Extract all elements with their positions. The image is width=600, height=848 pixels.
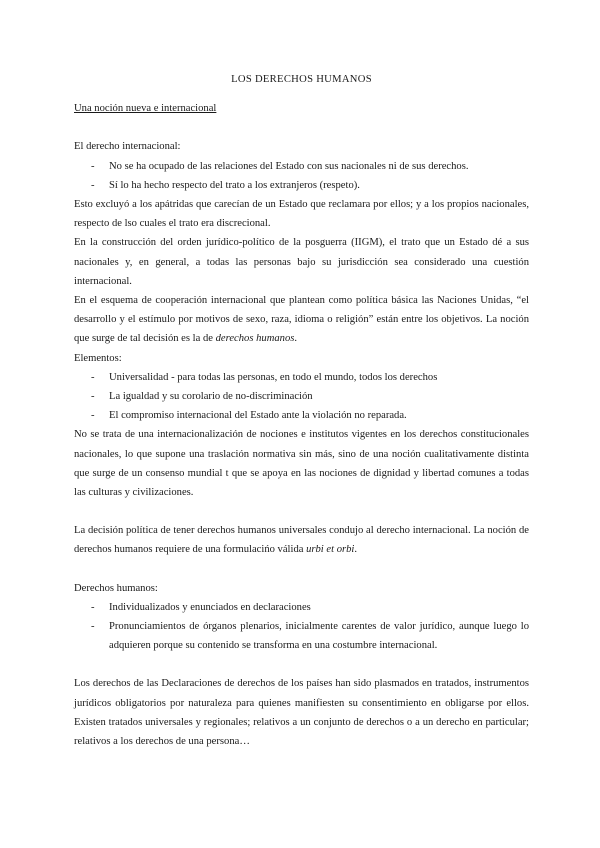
international-law-list — [74, 157, 529, 195]
emphasis-derechos-humanos: derechos humanos — [215, 333, 295, 345]
document-body — [74, 70, 529, 751]
list-item: - Universalidad - para todas las personas, en todo el mundo, todos los derechos — [74, 368, 529, 387]
bullet-dash: - — [91, 601, 95, 613]
list-item: - Individualizados y enunciados en declaraciones — [74, 598, 529, 617]
list-item: - Sí lo ha hecho respecto del trato a los extranjeros (respeto). — [74, 176, 529, 195]
bullet-dash: - — [91, 371, 95, 383]
emphasis-urbi-et-orbi: urbi et orbi — [306, 544, 355, 556]
paragraph-decision-politica: La decisión política de tener derechos humanos universales condujo al derecho internacional. La noción de derechos humanos requiere de una formulacińo válida urbi et orbi. — [74, 525, 529, 556]
international-law-heading: El derecho internacional: — [74, 141, 181, 153]
paragraph-tratados: Los derechos de las Declaraciones de derechos de los países han sido plasmados en tratados, instrumentos jurídicos obligatorios por naturaleza para quienes manifiesten su consentimiento en obligarse por ellos. Existen tratados universales y regionales; relativos a un conjunto de derechos o a un derecho en particular; relativos a los derechos de una persona… — [74, 678, 529, 748]
list-item: - La igualdad y su corolario de no-discriminación — [74, 387, 529, 406]
human-rights-list — [74, 598, 529, 656]
paragraph-internacionalizacion: No se trata de una internacionalización de nociones e institutos vigentes en los derechos constitucionales nacionales, lo que supone una traslación normativa sin más, sino de una noción cualitativamente distinta que surge de un consenso mundial t que se apoya en las nociones de dignidad y libertad comunes a todas las culturas y civilizaciones. — [74, 429, 529, 499]
paragraph-apatridas: Esto excluyó a los apátridas que carecían de un Estado que reclamara por ellos; y a los propios nacionales, respecto de lso cuales el trato era discrecional. — [74, 199, 529, 230]
bullet-dash: - — [91, 179, 95, 191]
bullet-dash: - — [91, 410, 95, 422]
paragraph-naciones-unidas: En el esquema de cooperación internacional que plantean como política básica las Naciones Unidas, “el desarrollo y el estímulo por motivos de sexo, raza, idioma o religión” están entre los objetivos. La noción que surge de tal decisión es la de derechos humanos. — [74, 295, 529, 345]
human-rights-heading: Derechos humanos: — [74, 582, 158, 594]
bullet-dash: - — [91, 160, 95, 172]
bullet-dash: - — [91, 621, 95, 633]
elements-list — [74, 368, 529, 426]
elements-heading: Elementos: — [74, 352, 122, 364]
bullet-dash: - — [91, 391, 95, 403]
list-item: - El compromiso internacional del Estado ante la violación no reparada. — [74, 406, 529, 425]
list-item: - Pronunciamientos de órganos plenarios, inicialmente carentes de valor jurídico, aunque luego lo adquieren porque su contenido se transforma en una costumbre internacional. — [74, 617, 529, 655]
document-title: LOS DERECHOS HUMANOS — [231, 74, 372, 85]
paragraph-posguerra: En la construcción del orden jurídico-político de la posguerra (IIGM), el trato que un Estado dé a sus nacionales y, en general, a todas las personas bajo su jurisdicción sea considerado una cuestión internacional. — [74, 237, 529, 287]
list-item: - No se ha ocupado de las relaciones del Estado con sus nacionales ni de sus derechos. — [74, 157, 529, 176]
section-subtitle: Una noción nueva e internacional — [74, 103, 217, 115]
